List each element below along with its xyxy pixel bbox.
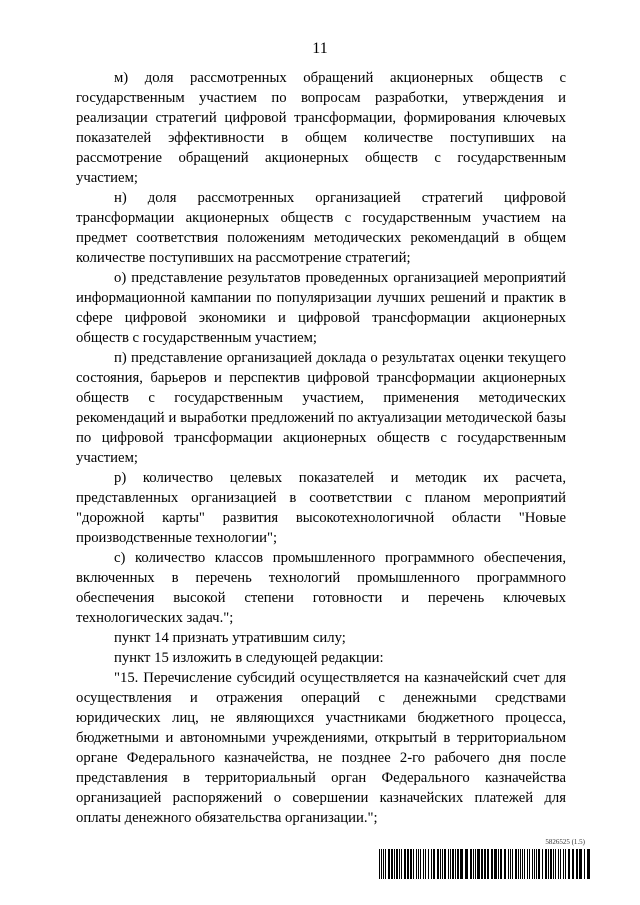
document-code: 5826525 (1.5) (545, 838, 585, 846)
paragraph-p: п) представление организацией доклада о результатах оценки текущего состояния, барьеров и перспектив цифровой трансформации акционерных обществ с государственным участием, применения методических рекомендаций и выработки предложений по актуализации методической базы по цифровой трансформации акционерных обществ с государственным участием; (76, 350, 566, 466)
paragraph-point-15-intro: пункт 15 изложить в следующей редакции: (114, 650, 384, 666)
page-number: 11 (312, 40, 328, 57)
paragraph-m: м) доля рассмотренных обращений акционерных обществ с государственным участием по вопросам разработки, утверждения и реализации стратегий цифровой трансформации, формирования ключевых показателей эффективности в общем количестве поступивших на рассмотрение обращений акционерных обществ с государственным участием; (76, 70, 566, 186)
paragraph-o: о) представление результатов проведенных организацией мероприятий информационной кампании по популяризации лучших решений и практик в сфере цифровой экономики и цифровой трансформации акционерных обществ с государственным участием; (76, 270, 566, 346)
paragraph-point-15-text: "15. Перечисление субсидий осуществляется на казначейский счет для осуществления и отражения операций с денежными средствами юридических лиц, не являющихся участниками бюджетного процесса, бюджетными и автономными учреждениями, открытый в территориальном органе Федерального казначейства, не позднее 2-го рабочего дня после представления в территориальный орган Федерального казначейства организацией распоряжений о совершении казначейских платежей для оплаты денежного обязательства организации."; (76, 670, 566, 826)
paragraph-n: н) доля рассмотренных организацией стратегий цифровой трансформации акционерных обществ с государственным участием на предмет соответствия положениям методических рекомендаций в общем количестве поступивших на рассмотрение стратегий; (76, 190, 566, 266)
document-body (76, 68, 566, 828)
barcode (379, 849, 592, 879)
paragraph-r: р) количество целевых показателей и методик их расчета, представленных организацией в соответствии с планом мероприятий "дорожной карты" развития высокотехнологичной области "Новые производственные технологии"; (76, 470, 566, 546)
paragraph-s: с) количество классов промышленного программного обеспечения, включенных в перечень технологий промышленного программного обеспечения высокой степени готовности и перечень ключевых технологических задач."; (76, 550, 566, 626)
paragraph-point-14: пункт 14 признать утратившим силу; (114, 630, 346, 646)
